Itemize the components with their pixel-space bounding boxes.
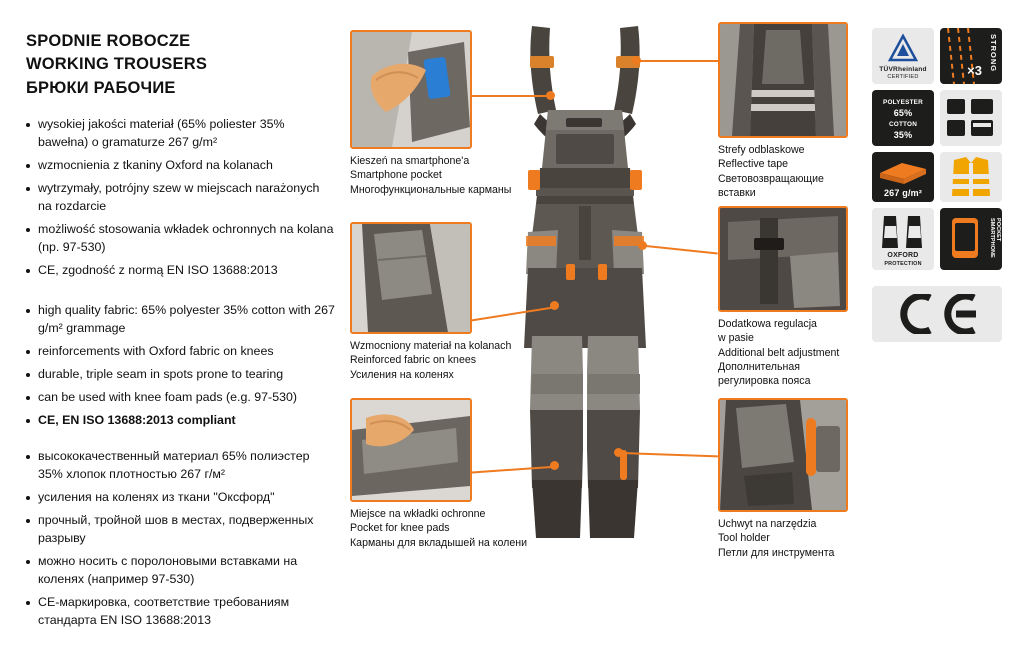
strong-multiplier: ×3 [967,63,982,78]
callout-caption [718,517,848,560]
caption-line: регулировка пояса [718,375,811,388]
callout-caption [350,154,512,197]
ce-mark-icon [894,294,980,334]
strong-seam-icon [940,28,1002,84]
callout-reflective-tape [718,22,848,200]
caption-line: Wzmocniony materiał na kolanach [350,340,512,352]
connector-dot [614,448,623,457]
caption-line: Карманы для вкладышей на колени [350,536,528,549]
strong-label: STRONG [989,34,998,73]
connector-dot [632,56,641,65]
caption-line: Miejsce na wkładki ochronne [350,508,486,520]
list-item: усиления на коленях из ткани "Оксфорд" [26,489,336,507]
caption-line: Reinforced fabric on knees [350,354,477,367]
callout-photo [718,22,848,138]
list-item: CE, zgodność z normą EN ISO 13688:2013 [26,262,336,280]
callout-tool-holder [718,398,848,560]
caption-line: Reflective tape [718,158,789,171]
tuv-label-line1: TÜVRheinland [879,66,927,73]
list-item: можно носить с поролоновыми вставками на коленях (например 97-530) [26,553,336,589]
callout-photo [350,398,472,502]
caption-line: Усиления на коленях [350,368,454,381]
caption-line: Uchwyt na narzędzia [718,518,817,530]
caption-line: Многофункциональные карманы [350,183,512,196]
callout-photo [718,398,848,512]
list-item: can be used with knee foam pads (e.g. 97-530) [26,389,336,407]
grammage-icon [872,152,934,202]
features-list-en [26,302,336,430]
callout-photo [350,30,472,149]
list-item: reinforcements with Oxford fabric on knees [26,343,336,361]
callout-reinforced-knees [350,222,512,382]
list-item: high quality fabric: 65% polyester 35% cotton with 267 g/m² grammage [26,302,336,338]
callout-belt-adjustment [718,206,848,388]
fabric-composition-icon [872,90,934,146]
list-item: możliwość stosowania wkładek ochronnych na kolana (np. 97-530) [26,221,336,257]
caption-line: Kieszeń na smartphone'a [350,155,470,167]
features-list-pl [26,116,336,280]
callout-caption [350,339,512,382]
caption-line: w pasie [718,332,754,345]
callout-caption [718,317,848,388]
smartphone-label-line1: SMARTPHONE [989,218,995,258]
list-item: СЕ-маркировка, соответствие требованиям стандарта EN ISO 13688:2013 [26,594,336,630]
fabric-polyester-label: POLYESTER [883,99,923,106]
list-item: прочный, тройной шов в местах, подверженных разрыву [26,512,336,548]
connector-dot [550,461,559,470]
connector-dot [550,301,559,310]
title-line-ru: БРЮКИ РАБОЧИЕ [26,78,176,97]
list-item: высококачественный материал 65% полиэстер 35% хлопок плотностью 267 г/м² [26,448,336,484]
oxford-label-line2: PROTECTION [884,261,922,267]
reflective-vest-icon [940,152,1002,202]
left-text-column [26,30,336,648]
list-item: CE, EN ISO 13688:2013 compliant [26,412,336,430]
grammage-value: 267 g/m² [883,188,923,198]
caption-line: Петли для инструмента [718,546,835,559]
title-line-pl: SPODNIE ROBOCZE [26,32,191,50]
title-line-en: WORKING TROUSERS [26,55,208,74]
pockets-icon [940,90,1002,146]
caption-line: Strefy odblaskowe [718,144,805,156]
callout-smartphone-pocket [350,30,512,197]
fabric-cotton-label: COTTON [888,121,918,128]
caption-line: Additional belt adjustment [718,346,840,359]
fabric-polyester-value: 65% [893,108,913,118]
callout-photo [350,222,472,334]
callout-caption [350,507,528,550]
connector-dot [638,241,647,250]
list-item: durable, triple seam in spots prone to tearing [26,366,336,384]
callout-caption [718,143,848,200]
smartphone-pocket-icon [940,208,1002,270]
tuv-label-line2: CERTIFIED [887,74,919,80]
list-item: wytrzymały, potrójny szew w miejscach narażonych na rozdarcie [26,180,336,216]
caption-line: Pocket for knee pads [350,522,450,535]
list-item: wysokiej jakości materiał (65% poliester 35% bawełna) o gramaturze 267 g/m² [26,116,336,152]
caption-line: вставки [718,186,756,199]
connector-line [640,60,720,62]
connector-line [470,95,550,97]
fabric-cotton-value: 35% [893,130,913,140]
page-title [26,30,336,100]
connector-dot [546,91,555,100]
caption-line: Дополнительная [718,360,800,373]
oxford-protection-icon [872,208,934,270]
caption-line: Dodatkowa regulacja [718,318,817,330]
callout-photo [718,206,848,312]
caption-line: Tool holder [718,532,770,545]
callout-knee-pad-pocket [350,398,528,550]
ce-mark-badge [872,286,1002,342]
caption-line: Световозвращающие [718,172,824,185]
list-item: wzmocnienia z tkaniny Oxford na kolanach [26,157,336,175]
caption-line: Smartphone pocket [350,169,442,182]
smartphone-label-line2: POCKET [995,218,1001,242]
oxford-label-line1: OXFORD [887,252,919,259]
features-list-ru [26,448,336,630]
tuv-certified-icon [872,28,934,84]
